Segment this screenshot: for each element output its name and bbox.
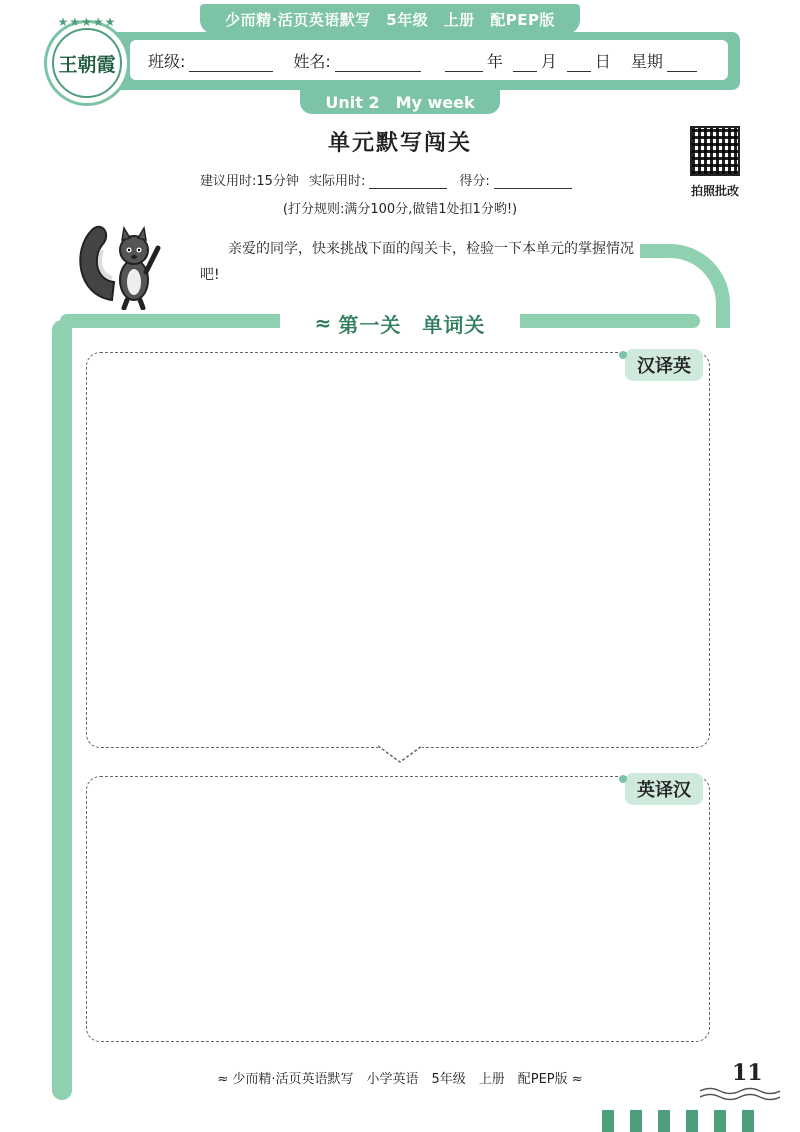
footer <box>0 1068 800 1087</box>
class-blank[interactable] <box>189 54 273 72</box>
decor-bars <box>602 1110 754 1132</box>
week-field[interactable] <box>631 49 697 72</box>
score-label: 得分: <box>459 174 490 189</box>
student-info-bar <box>130 40 728 80</box>
score-blank[interactable] <box>494 171 572 189</box>
wave-icon: ≈ <box>314 311 333 335</box>
timing-row <box>200 170 584 189</box>
level-title-text: 第一关 单词关 <box>338 312 486 337</box>
month-blank[interactable] <box>513 54 537 72</box>
cn-to-en-tag: 汉译英 <box>625 349 703 381</box>
week-label: 星期 <box>630 51 663 71</box>
decor-bar <box>658 1110 670 1132</box>
scoring-rule: (打分规则:满分100分,做错1处扣1分哟!) <box>282 202 518 217</box>
date-year-field[interactable] <box>441 49 503 72</box>
date-month-field[interactable] <box>509 49 557 72</box>
squirrel-icon <box>72 210 172 310</box>
class-field[interactable] <box>148 49 273 72</box>
logo-text: 王朝霞 <box>58 53 116 76</box>
cn-to-en-panel <box>86 352 710 748</box>
name-field[interactable] <box>293 49 420 72</box>
actual-time-blank[interactable] <box>369 171 447 189</box>
qr-label: 拍照批改 <box>690 184 739 198</box>
footer-wave-left-icon: ≈ <box>217 1072 233 1087</box>
month-label: 月 <box>540 51 557 71</box>
intro-text: 亲爱的同学，快来挑战下面的闯关卡，检验一下本单元的掌握情况吧! <box>200 241 634 283</box>
logo-stars-icon: ★★★★★ <box>57 15 117 29</box>
decor-bar <box>602 1110 614 1132</box>
day-blank[interactable] <box>567 54 591 72</box>
decor-bar <box>686 1110 698 1132</box>
chevron-down-icon <box>378 742 422 764</box>
publisher-logo <box>44 15 130 106</box>
waves-icon <box>700 1086 780 1102</box>
en-to-cn-tag: 英译汉 <box>625 773 703 805</box>
decor-bar <box>714 1110 726 1132</box>
unit-tab: Unit 2 My week <box>300 88 500 114</box>
suggested-time: 建议用时:15分钟 <box>200 174 299 189</box>
qr-code-icon[interactable] <box>690 126 740 176</box>
week-blank[interactable] <box>667 54 697 72</box>
footer-text: 少而精·活页英语默写 小学英语 5年级 上册 配PEP版 <box>232 1072 568 1087</box>
decor-bar <box>630 1110 642 1132</box>
level-title <box>280 304 520 342</box>
name-blank[interactable] <box>335 54 421 72</box>
date-day-field[interactable] <box>563 49 611 72</box>
day-label: 日 <box>594 51 611 71</box>
decor-bar <box>742 1110 754 1132</box>
year-blank[interactable] <box>445 54 483 72</box>
decor-swoop-left <box>52 320 72 1100</box>
footer-wave-right-icon: ≈ <box>571 1072 583 1087</box>
series-banner: 少而精·活页英语默写 5年级 上册 配PEP版 <box>200 4 580 34</box>
page-title: 单元默写闯关 <box>327 131 472 156</box>
year-label: 年 <box>486 51 503 71</box>
en-to-cn-panel <box>86 776 710 1042</box>
actual-time-label: 实际用时: <box>308 174 366 189</box>
page-number: 11 <box>732 1060 763 1086</box>
class-label: 班级: <box>148 51 186 71</box>
name-label: 姓名: <box>293 51 331 71</box>
